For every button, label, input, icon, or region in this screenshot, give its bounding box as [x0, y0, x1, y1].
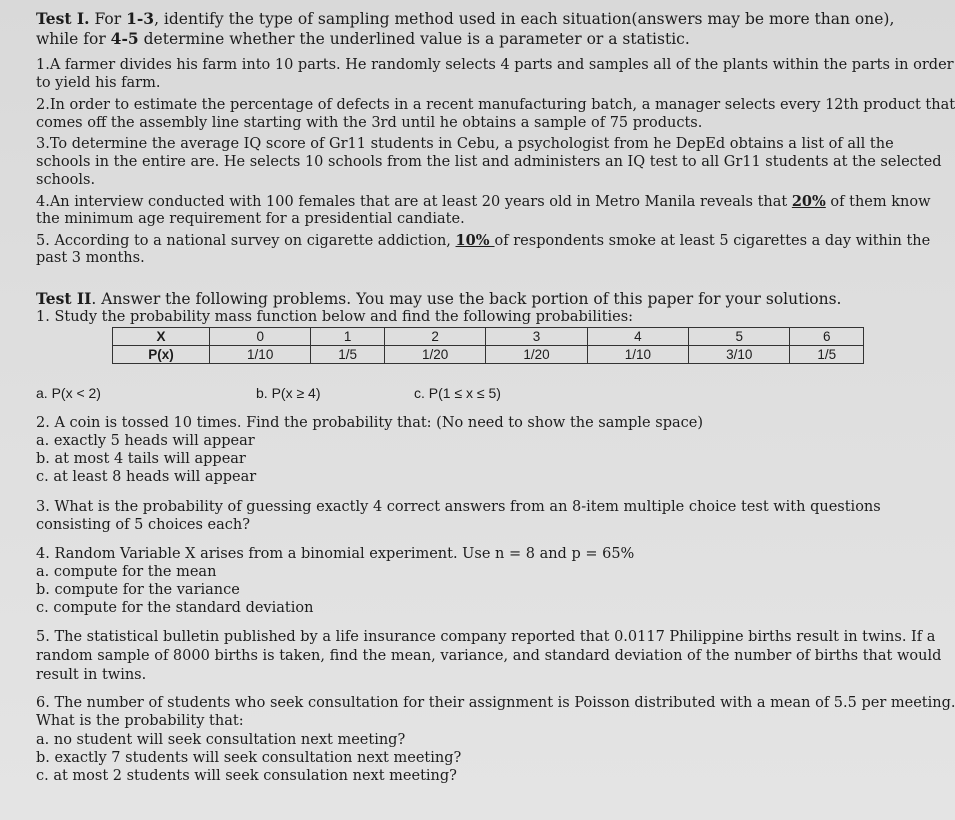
problem1-text: 1. Study the probability mass function below and find the following probabilities: — [36, 309, 634, 325]
p-cell: 1/10 — [587, 346, 688, 364]
p-cell: 1/5 — [790, 346, 864, 364]
p-cell: 1/20 — [486, 346, 587, 364]
q5-text: of respondents smoke at least 5 cigarettes a day within the — [494, 233, 931, 249]
x-cell: 3 — [486, 328, 587, 346]
q5-line1 — [36, 232, 930, 250]
q2-line1: 2.In order to estimate the percentage of defects in a recent manufacturing batch, a manager selects every 12th product that — [36, 97, 955, 113]
q5-text: 5. According to a national survey on cigarette addiction, — [36, 233, 456, 249]
intro-range-1: 1-3 — [126, 9, 155, 28]
problem4-b: b. compute for the variance — [36, 582, 240, 598]
p-cell: 1/20 — [384, 346, 485, 364]
problem2-c: c. at least 8 heads will appear — [36, 469, 257, 485]
problem6-c: c. at most 2 students will seek consulation next meeting? — [36, 768, 457, 784]
p-cell: 3/10 — [689, 346, 790, 364]
q4-line1 — [36, 193, 931, 211]
problem1-a: a. P(x < 2) — [36, 385, 101, 401]
pmf-table — [112, 327, 864, 364]
problem4-a: a. compute for the mean — [36, 564, 217, 580]
pmf-p-row — [113, 346, 864, 364]
problem1-c: c. P(1 ≤ x ≤ 5) — [414, 385, 501, 401]
x-cell: 6 — [790, 328, 864, 346]
problem5-line3: result in twins. — [36, 667, 147, 683]
test2-heading-line — [36, 290, 841, 308]
problem6-a: a. no student will seek consultation next meeting? — [36, 732, 406, 748]
x-header: X — [113, 328, 210, 346]
intro-text: For — [89, 10, 127, 28]
q1-line1: 1.A farmer divides his farm into 10 parts. He randomly selects 4 parts and samples all of the plants within the parts in order — [36, 57, 954, 73]
problem5-line2: random sample of 8000 births is taken, find the mean, variance, and standard deviation of the number of births that would — [36, 648, 942, 664]
q4-text: of them know — [825, 194, 931, 210]
test1-intro-line2 — [36, 30, 690, 48]
q3-line3: schools. — [36, 172, 96, 188]
test2-instructions: . Answer the following problems. You may use the back portion of this paper for your solutions. — [91, 290, 842, 308]
x-cell: 0 — [210, 328, 311, 346]
problem1-b: b. P(x ≥ 4) — [256, 385, 321, 401]
q2-line2: comes off the assembly line starting with the 3rd until he obtains a sample of 75 products. — [36, 115, 703, 131]
test1-intro-line1 — [36, 10, 894, 28]
q4-text: 4.An interview conducted with 100 females that are at least 20 years old in Metro Manila reveals that — [36, 194, 792, 210]
problem2-a: a. exactly 5 heads will appear — [36, 433, 255, 449]
q3-line2: schools in the entire are. He selects 10 schools from the list and administers an IQ test to all Gr11 students at the selected — [36, 154, 942, 170]
q5-line2: past 3 months. — [36, 250, 145, 266]
x-cell: 4 — [587, 328, 688, 346]
problem6-line2: What is the probability that: — [36, 713, 244, 729]
intro-text: , identify the type of sampling method used in each situation(answers may be more than one), — [154, 10, 895, 28]
test2-heading: Test II — [36, 289, 92, 308]
problem4-c: c. compute for the standard deviation — [36, 600, 314, 616]
problem2-b: b. at most 4 tails will appear — [36, 451, 246, 467]
q5-underlined-value: 10% — [455, 232, 495, 249]
x-cell: 2 — [384, 328, 485, 346]
q1-line2: to yield his farm. — [36, 75, 161, 91]
x-cell: 1 — [311, 328, 385, 346]
q4-underlined-value: 20% — [791, 193, 826, 210]
x-cell: 5 — [689, 328, 790, 346]
problem4-text: 4. Random Variable X arises from a binomial experiment. Use n = 8 and p = 65% — [36, 546, 635, 562]
intro-text: determine whether the underlined value is a parameter or a statistic. — [138, 30, 690, 48]
problem3-line1: 3. What is the probability of guessing exactly 4 correct answers from an 8-item multiple choice test with questions — [36, 499, 881, 515]
q3-line1: 3.To determine the average IQ score of Gr11 students in Cebu, a psychologist from he DepEd obtains a list of all the — [36, 136, 894, 152]
problem3-line2: consisting of 5 choices each? — [36, 517, 250, 533]
intro-range-2: 4-5 — [110, 29, 139, 48]
p-cell: 1/5 — [311, 346, 385, 364]
problem6-b: b. exactly 7 students will seek consultation next meeting? — [36, 750, 462, 766]
problem5-line1: 5. The statistical bulletin published by a life insurance company reported that 0.0117 Philippine births result in twins. If a — [36, 629, 936, 645]
test1-heading: Test I. — [36, 9, 90, 28]
pmf-x-row — [113, 328, 864, 346]
problem6-line1: 6. The number of students who seek consultation for their assignment is Poisson distributed with a mean of 5.5 per meeting. — [36, 695, 955, 711]
p-cell: 1/10 — [210, 346, 311, 364]
p-header: P(x) — [113, 346, 210, 364]
intro-text: while for — [36, 30, 111, 48]
q4-line2: the minimum age requirement for a presidential candiate. — [36, 211, 465, 227]
problem2-text: 2. A coin is tossed 10 times. Find the probability that: (No need to show the sample space) — [36, 415, 703, 431]
